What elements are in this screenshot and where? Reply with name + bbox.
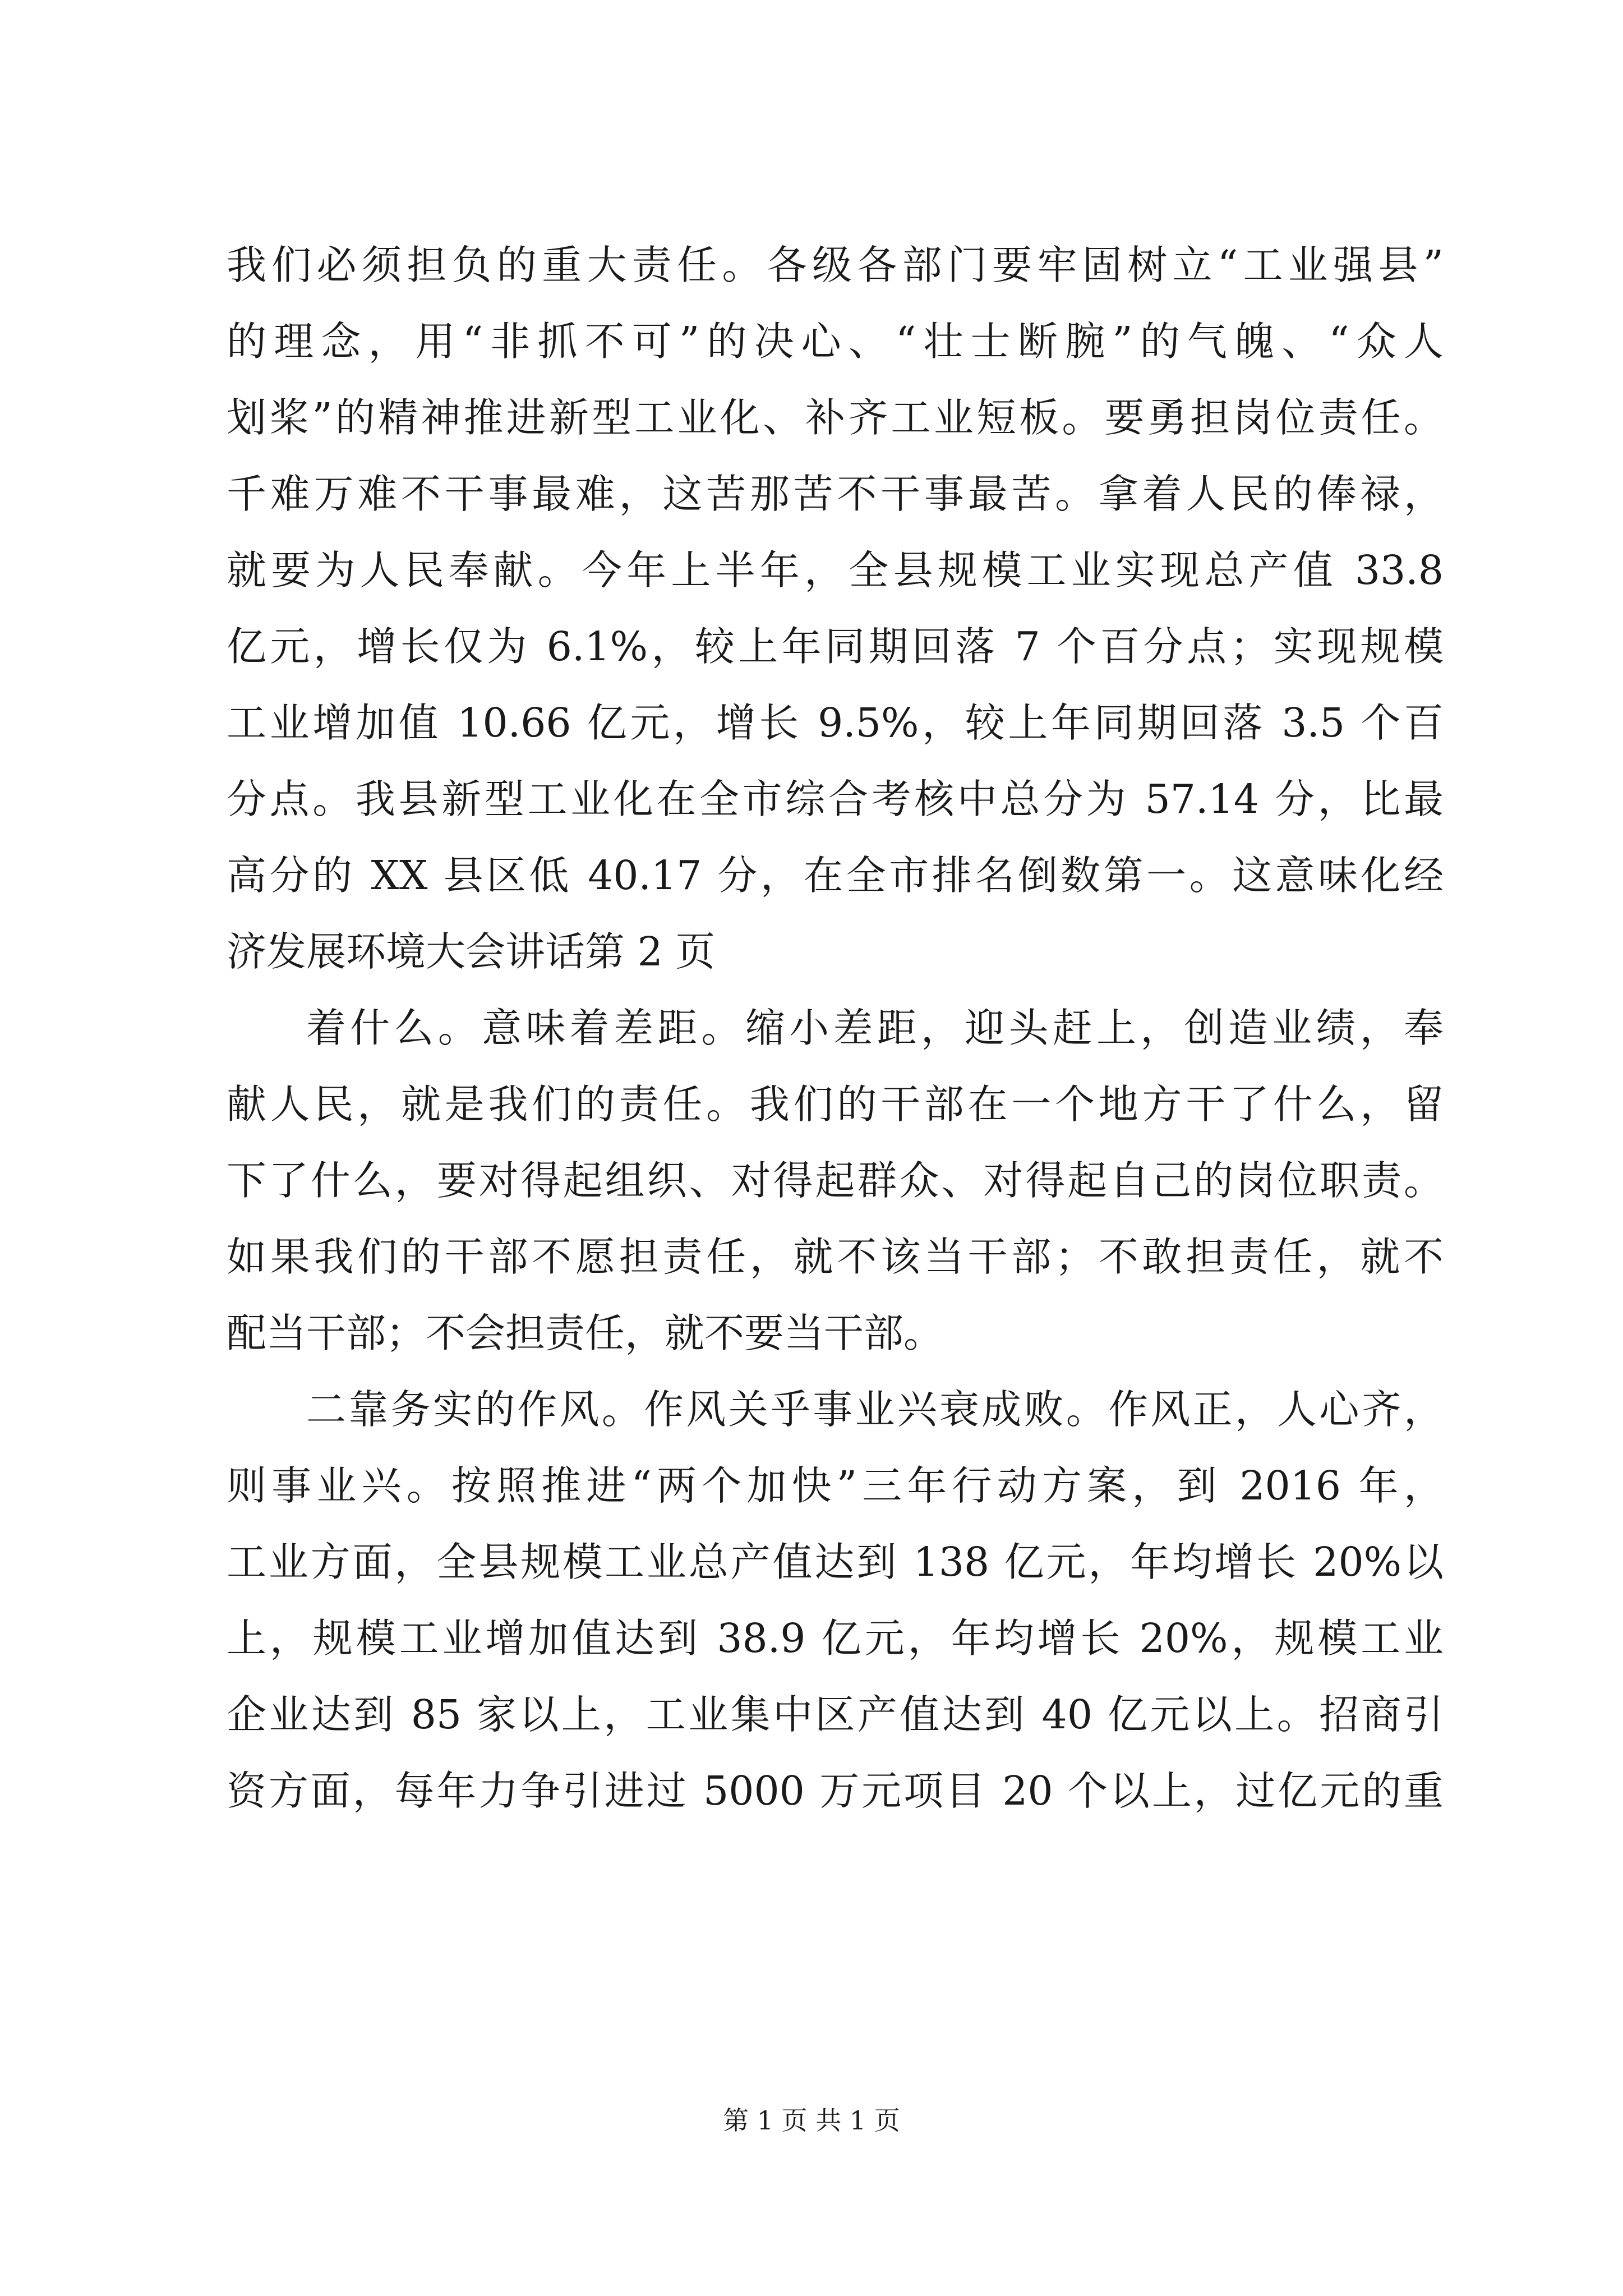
text-line: 亿元，增长仅为 6.1%，较上年同期回落 7 个百分点；实现规模 bbox=[227, 623, 1444, 670]
text-line: 划桨”的精神推进新型工业化、补齐工业短板。要勇担岗位责任。 bbox=[227, 394, 1444, 441]
text-line: 就要为人民奉献。今年上半年，全县规模工业实现总产值 33.8 bbox=[227, 547, 1444, 593]
paragraph-1 bbox=[227, 227, 1444, 990]
text-line: 二靠务实的作风。作风关乎事业兴衰成败。作风正，人心齐， bbox=[306, 1386, 1444, 1433]
text-line: 千难万难不干事最难，这苦那苦不干事最苦。拿着人民的俸禄， bbox=[227, 471, 1444, 517]
text-line: 高分的 XX 县区低 40.17 分，在全市排名倒数第一。这意味化经 bbox=[227, 852, 1444, 899]
text-line: 分点。我县新型工业化在全市综合考核中总分为 57.14 分，比最 bbox=[227, 776, 1444, 822]
paragraph-3 bbox=[227, 1372, 1444, 1829]
text-line: 配当干部；不会担责任，就不要当干部。 bbox=[227, 1310, 944, 1356]
text-line: 上，规模工业增加值达到 38.9 亿元，年均增长 20%，规模工业 bbox=[227, 1615, 1444, 1662]
text-line: 的理念，用“非抓不可”的决心、“壮士断腕”的气魄、“众人 bbox=[227, 318, 1444, 365]
text-line: 献人民，就是我们的责任。我们的干部在一个地方干了什么，留 bbox=[227, 1081, 1444, 1128]
text-line: 着什么。意味着差距。缩小差距，迎头赶上，创造业绩，奉 bbox=[306, 1005, 1444, 1051]
page-footer: 第 1 页 共 1 页 bbox=[723, 2105, 900, 2136]
text-line: 工业方面，全县规模工业总产值达到 138 亿元，年均增长 20%以 bbox=[227, 1539, 1444, 1585]
text-line: 企业达到 85 家以上，工业集中区产值达到 40 亿元以上。招商引 bbox=[227, 1691, 1444, 1738]
text-line: 工业增加值 10.66 亿元，增长 9.5%，较上年同期回落 3.5 个百 bbox=[227, 700, 1444, 746]
document-body bbox=[227, 227, 1444, 1829]
paragraph-2 bbox=[227, 990, 1444, 1372]
text-line: 济发展环境大会讲话第 2 页 bbox=[227, 928, 716, 975]
text-line: 资方面，每年力争引进过 5000 万元项目 20 个以上，过亿元的重 bbox=[227, 1768, 1444, 1814]
text-line: 则事业兴。按照推进“两个加快”三年行动方案，到 2016 年， bbox=[227, 1462, 1444, 1509]
text-line: 下了什么，要对得起组织、对得起群众、对得起自己的岗位职责。 bbox=[227, 1157, 1444, 1204]
text-line: 如果我们的干部不愿担责任，就不该当干部；不敢担责任，就不 bbox=[227, 1234, 1444, 1280]
text-line: 我们必须担负的重大责任。各级各部门要牢固树立“工业强县” bbox=[227, 242, 1444, 288]
